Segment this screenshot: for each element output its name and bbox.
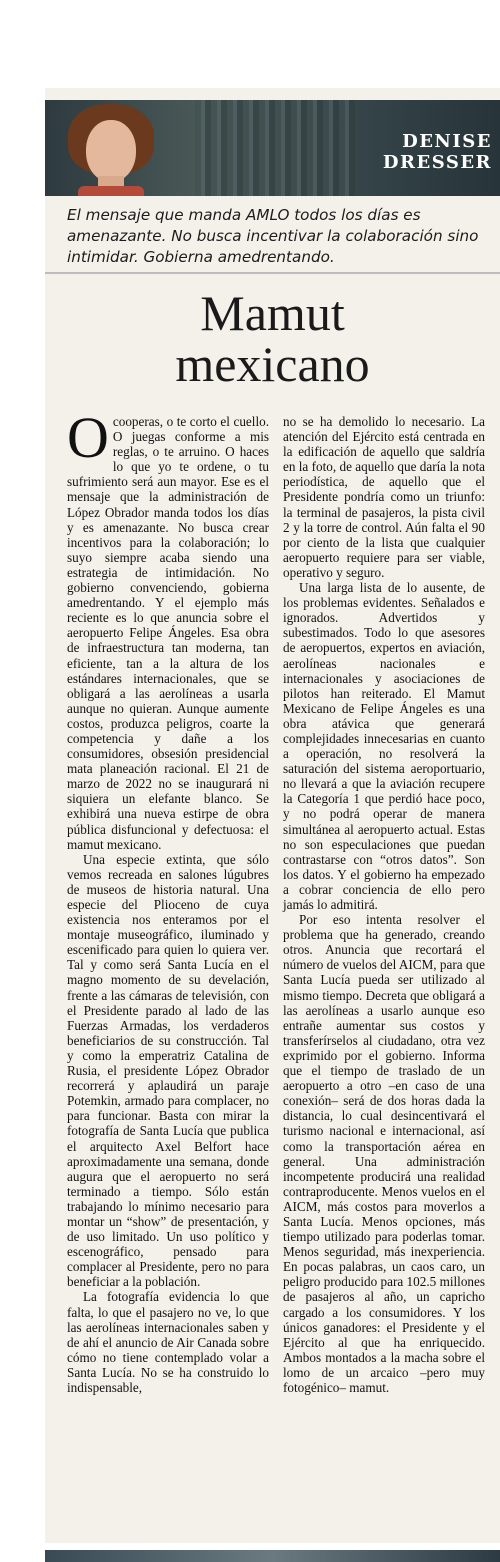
author-photo-collar	[78, 186, 144, 196]
divider-rule	[45, 272, 500, 274]
author-first-name: DENISE	[402, 131, 492, 152]
article-paragraph: La fotografía evidencia lo que falta, lo que el pasajero no ve, lo que las aerolíneas internacionales saben y de ahí el anuncio de Air Canada sobre cómo no tiene contemplado volar a Santa Lucía. No se ha construido lo indispensable,	[67, 1289, 269, 1395]
headline-line-1: Mamut	[200, 285, 345, 341]
article-headline	[45, 285, 500, 392]
article-column-right	[283, 414, 485, 1395]
article-paragraph: Una larga lista de lo ausente, de los problemas evidentes. Señalados e ignorados. Advertidos y subestimados. Todo lo que asesores de aeropuertos, expertos en aviación, aerolíneas nacionales e internacionales y asociaciones de pilotos han reiterado. El Mamut Mexicano de Felipe Ángeles es una obra atávica que generará complejidades innecesarias en cuanto a operación, no resolverá la saturación del sistema aeroportuario, no llevará a que la aviación recupere la Categoría 1 que perdió hace poco, y no podrá operar de manera simultánea al aeropuerto actual. Estas no son especulaciones que puedan contrastarse con “otros datos”. Son los datos. Y el gobierno ha empezado a cobrar conciencia de ello pero jamás lo admitirá.	[283, 580, 485, 912]
article-deck: El mensaje que manda AMLO todos los días es amenazante. No busca incentivar la colaboración sino intimidar. Gobierna amedrentando.	[67, 206, 479, 266]
article-paragraph	[67, 405, 269, 852]
drop-cap: O	[67, 405, 109, 470]
author-photo-face	[86, 120, 136, 182]
author-name	[383, 131, 492, 173]
article-paragraph: Una especie extinta, que sólo vemos recreada en salones lúgubres de museos de historia natural. Una especie del Plioceno de cuya existencia nos enteramos por el montaje museográfico, iluminado y escenificado para quien lo quiera ver. Tal y como será Santa Lucía en el magno momento de su develación, frente a las cámaras de televisión, con el Presidente parado al lado de las Fuerzas Armadas, los verdaderos beneficiarios de su construcción. Tal y como la emperatriz Catalina de Rusia, el presidente López Obrador recorrerá y aplaudirá un paraje Potemkin, armado para complacer, no para funcionar. Basta con mirar la fotografía de Santa Lucía que publica el arquitecto Axel Belfort hace aproximadamente una semana, donde augura que el aeropuerto no será terminado a tiempo. Sólo están trabajando lo mínimo necesario para montar un “show” de presentación, y de uso limitado. Un uso político y escenográfico, pensado para complacer al Presidente, pero no para beneficiar a la población.	[67, 851, 269, 1290]
bookshelf-background	[195, 100, 355, 196]
paragraph-text: cooperas, o te corto el cuello. O juegas conforme a mis reglas, o te arruino. O haces lo que yo te ordene, o tu sufrimiento será aun mayor. Ese es el mensaje que la administración de López Obrador manda todos los días y es amenazante. No busca crear incentivos para la colaboración; lo suyo siempre acaba siendo una estrategia de intimidación. No gobierno convenciendo, gobierna amedrentando. Y el ejemplo más reciente es lo que anuncia sobre el aeropuerto Felipe Ángeles. Esa obra de infraestructura tan moderna, tan eficiente, tan a la altura de los estándares internacionales, que se obligará a las aerolíneas a usarla aunque no quieran. Aunque aumente costos, produzca peligros, coarte la competencia y dañe a los consumidores, obsesión presidencial mata planeación racional. El 21 de marzo de 2022 no se inaugurará ni siquiera un elefante blanco. Se exhibirá una nueva estirpe de obra pública disfuncional y defectuosa: el mamut mexicano.	[67, 414, 269, 852]
article-column-left	[67, 405, 269, 1395]
article-paragraph: Por eso intenta resolver el problema que ha generado, creando otros. Anuncia que recortará el número de vuelos del AICM, para que Santa Lucía pueda ser utilizado al mismo tiempo. Decreta que obligará a las aerolíneas a usarlo aunque eso entrañe aumentar sus costos y transferírselos al ciudadano, otra vez exprimido por el gobierno. Informa que el tiempo de traslado de un aeropuerto a otro –en caso de una conexión– será de dos horas dada la distancia, lo cual desincentivará el turismo nacional e internacional, así como la transportación aérea en general. Una administración incompetente producirá una realidad contraproducente. Menos vuelos en el AICM, más costos para moverlos a Santa Lucía. Menos opciones, más tiempo utilizado para poderlas tomar. Menos seguridad, más inexperiencia. En pocas palabras, un caos caro, un peligro producido para 102.5 millones de pasajeros al año, un capricho cargado a los consumidores. Y los únicos ganadores: el Presidente y el Ejército al que ha enriquecido. Ambos montados a la macha sobre el lomo de un arcaico –pero muy fotogénico– mamut.	[283, 912, 485, 1395]
article-paragraph: no se ha demolido lo necesario. La atención del Ejército está centrada en la edificación de aquello que saldría en la foto, de aquello que daría la nota periodística, de aquello que el Presidente pondría como un triunfo: la terminal de pasajeros, la pista civil 2 y la torre de control. Aún falta el 90 por ciento de la lista que cualquier aeropuerto requiere para ser viable, operativo y seguro.	[283, 414, 485, 580]
next-page-edge	[45, 1550, 500, 1562]
author-last-name: DRESSER	[382, 152, 492, 173]
author-photo	[62, 100, 160, 196]
headline-line-2: mexicano	[175, 336, 370, 392]
